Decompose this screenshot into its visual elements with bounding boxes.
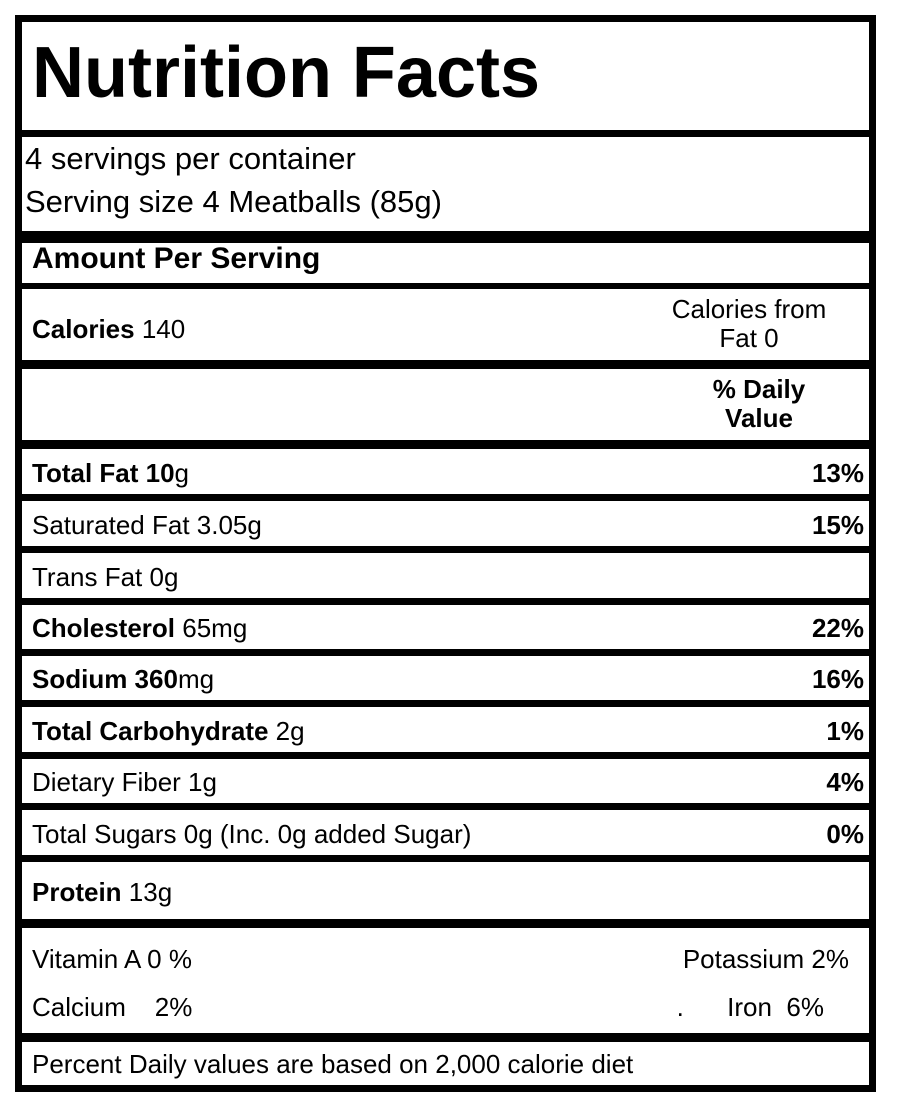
divider <box>22 283 869 289</box>
calcium: Calcium 2% <box>32 992 193 1022</box>
protein-row <box>32 877 172 907</box>
nutrient-amount: Total Sugars 0g (Inc. 0g added Sugar) <box>32 819 472 849</box>
divider <box>22 598 869 605</box>
calories-from-fat <box>649 295 849 353</box>
thick-divider <box>22 360 869 369</box>
daily-percent: 1% <box>826 716 864 746</box>
potassium: Potassium 2% <box>682 944 849 974</box>
nutrient-name: Total Carbohydrate <box>32 716 269 746</box>
nutrient-name: Cholesterol <box>32 613 176 643</box>
servings-per-container: 4 servings per container <box>25 141 356 176</box>
nutrient-amount: Dietary Fiber 1g <box>32 767 217 797</box>
calories-from-fat-line1: Calories from <box>671 294 827 324</box>
nutrient-row-sodium <box>32 664 214 694</box>
daily-value-header <box>669 375 849 433</box>
nutrient-amount: 2g <box>268 716 305 746</box>
nutrient-amount: mg <box>177 664 215 694</box>
daily-value-line1: % Daily <box>712 374 806 404</box>
daily-percent: 15% <box>811 510 864 540</box>
nutrient-amount: g <box>174 458 190 488</box>
nutrient-amount: Trans Fat 0g <box>32 562 179 592</box>
nutrient-row-cholesterol <box>32 613 247 643</box>
protein-label: Protein <box>32 877 122 907</box>
label-title: Nutrition Facts <box>32 33 541 113</box>
thick-divider <box>22 440 869 449</box>
daily-percent: 13% <box>811 458 864 488</box>
daily-percent: 22% <box>811 613 864 643</box>
calories-row <box>32 314 185 344</box>
nutrient-row-total-carbohydrate <box>32 716 305 746</box>
daily-value-line2: Value <box>725 403 793 433</box>
iron: . Iron 6% <box>676 992 824 1022</box>
amount-per-serving-heading: Amount Per Serving <box>32 242 321 275</box>
calories-from-fat-line2: Fat 0 <box>719 323 779 353</box>
nutrient-amount: Saturated Fat 3.05g <box>32 510 262 540</box>
daily-percent: 16% <box>811 664 864 694</box>
thick-divider <box>22 1033 869 1042</box>
nutrient-row-total-sugars <box>32 819 471 849</box>
divider <box>22 649 869 656</box>
serving-size: Serving size 4 Meatballs (85g) <box>25 184 442 219</box>
vitamin-a: Vitamin A 0 % <box>32 944 192 974</box>
divider <box>22 752 869 759</box>
divider <box>22 546 869 553</box>
nutrient-row-total-fat <box>32 458 189 488</box>
nutrient-name: Sodium 360 <box>32 664 178 694</box>
nutrient-amount: 65mg <box>175 613 248 643</box>
calories-value: 140 <box>134 314 186 344</box>
divider <box>22 130 869 137</box>
thick-divider <box>22 919 869 928</box>
nutrient-name: Total Fat 10 <box>32 458 175 488</box>
divider <box>22 803 869 810</box>
nutrient-row-saturated-fat <box>32 510 262 540</box>
protein-value: 13g <box>121 877 173 907</box>
nutrient-row-dietary-fiber <box>32 767 217 797</box>
nutrient-row-trans-fat <box>32 562 178 592</box>
footnote: Percent Daily values are based on 2,000 calorie diet <box>32 1049 634 1079</box>
daily-percent: 0% <box>826 819 864 849</box>
daily-percent: 4% <box>826 767 864 797</box>
divider <box>22 494 869 501</box>
nutrition-facts-label <box>15 15 876 1092</box>
divider <box>22 855 869 862</box>
calories-label: Calories <box>32 314 135 344</box>
divider <box>22 700 869 707</box>
